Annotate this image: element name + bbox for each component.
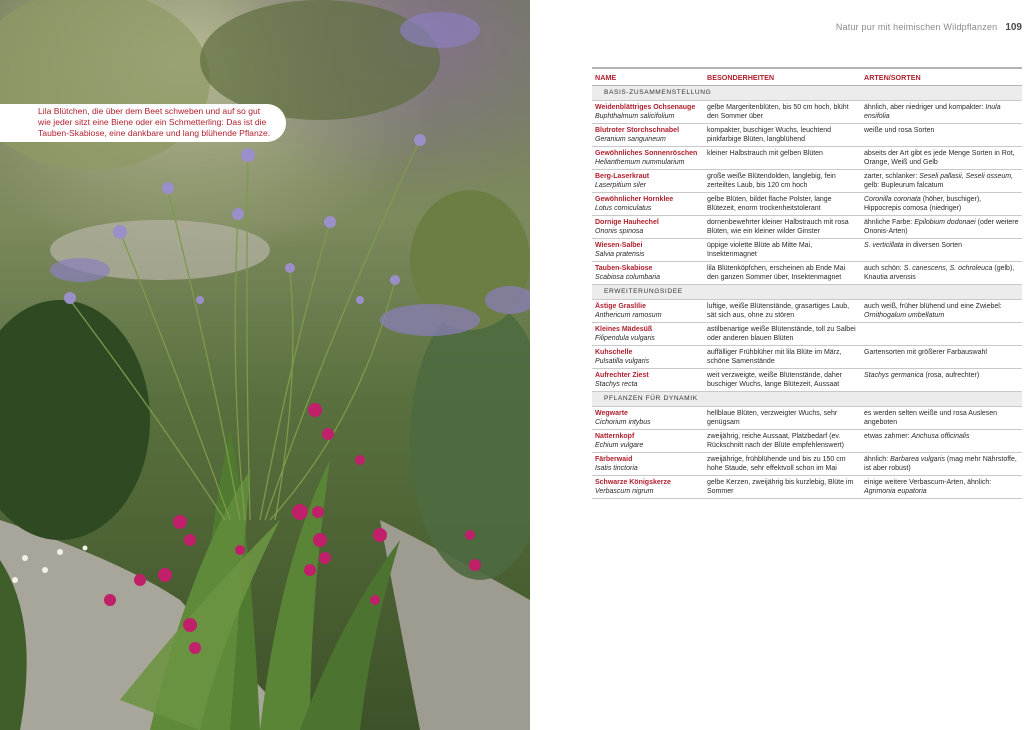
plant-latin-name: Stachys recta bbox=[595, 381, 638, 388]
varieties-cell bbox=[861, 430, 1022, 453]
table-section-row bbox=[592, 285, 1022, 300]
varieties-latin: Ornithogalum umbellatum bbox=[864, 312, 945, 319]
varieties-cell bbox=[861, 101, 1022, 124]
features-cell: dornenbewehrter kleiner Halbstrauch mit rosa Blüten, wie ein kleiner wilder Ginster bbox=[704, 216, 861, 239]
plant-latin-name: Pulsatilla vulgaris bbox=[595, 358, 650, 365]
plant-common-name: Kleines Mädesüß bbox=[595, 326, 653, 333]
varieties-text: auch schön: bbox=[864, 265, 902, 272]
table-page bbox=[530, 0, 1024, 730]
plant-name-cell bbox=[592, 407, 704, 430]
features-cell: gelbe Blüten, bildet flache Polster, lange Blütezeit, enorm trockenheitstolerant bbox=[704, 193, 861, 216]
plant-name-cell bbox=[592, 170, 704, 193]
plant-latin-name: Ononis spinosa bbox=[595, 228, 644, 235]
varieties-extra: (mag mehr Nährstoffe, ist aber robust) bbox=[864, 456, 1017, 472]
features-cell: kompakter, buschiger Wuchs, leuchtend pinkfarbige Blüten, langblühend bbox=[704, 124, 861, 147]
plant-name-cell bbox=[592, 147, 704, 170]
plant-name-cell bbox=[592, 124, 704, 147]
plant-latin-name: Filipendula vulgaris bbox=[595, 335, 655, 342]
plant-table-body bbox=[592, 86, 1022, 499]
table-row bbox=[592, 369, 1022, 392]
plant-name-cell bbox=[592, 262, 704, 285]
plant-latin-name: Lotus corniculatus bbox=[595, 205, 652, 212]
caption-line: Lila Blütchen, die über dem Beet schweben und auf so gut bbox=[38, 106, 261, 116]
plant-latin-name: Isatis tinctoria bbox=[595, 465, 638, 472]
plant-common-name: Wegwarte bbox=[595, 410, 628, 417]
varieties-latin: Seseli pallasii, Seseli osseum, bbox=[919, 173, 1014, 180]
features-cell: luftige, weiße Blütenstände, grasartiges Laub, sät sich aus, ohne zu stören bbox=[704, 300, 861, 323]
table-row bbox=[592, 453, 1022, 476]
varieties-extra: (höher, buschiger), Hippocrepis comosa (niedriger) bbox=[864, 196, 982, 212]
varieties-cell bbox=[861, 193, 1022, 216]
plant-common-name: Aufrechter Ziest bbox=[595, 372, 649, 379]
features-cell: kleiner Halbstrauch mit gelben Blüten bbox=[704, 147, 861, 170]
plant-latin-name: Anthericum ramosum bbox=[595, 312, 662, 319]
varieties-cell bbox=[861, 476, 1022, 499]
varieties-cell bbox=[861, 407, 1022, 430]
plant-latin-name: Echium vulgare bbox=[595, 442, 644, 449]
plant-common-name: Weidenblättriges Ochsenauge bbox=[595, 104, 696, 111]
table-row bbox=[592, 407, 1022, 430]
plant-common-name: Färberwaid bbox=[595, 456, 633, 463]
varieties-latin: Barbarea vulgaris bbox=[890, 456, 945, 463]
plant-name-cell bbox=[592, 430, 704, 453]
plant-latin-name: Verbascum nigrum bbox=[595, 488, 654, 495]
plant-latin-name: Helianthemum nummularium bbox=[595, 159, 685, 166]
varieties-cell bbox=[861, 170, 1022, 193]
varieties-cell bbox=[861, 124, 1022, 147]
varieties-cell bbox=[861, 239, 1022, 262]
plant-latin-name: Buphthalmum salicifolium bbox=[595, 113, 675, 120]
features-cell: auffälliger Frühblüher mit lila Blüte im März, schöne Samenstände bbox=[704, 346, 861, 369]
table-row bbox=[592, 346, 1022, 369]
table-section-row bbox=[592, 86, 1022, 101]
plant-latin-name: Laserpitium siler bbox=[595, 182, 646, 189]
photo-caption bbox=[0, 104, 286, 142]
varieties-cell bbox=[861, 453, 1022, 476]
table-row bbox=[592, 147, 1022, 170]
plant-common-name: Dornige Hauhechel bbox=[595, 219, 659, 226]
features-cell: lila Blütenköpfchen, erscheinen ab Ende Mai den ganzen Sommer über, Insektenmagnet bbox=[704, 262, 861, 285]
section-title: BASIS-ZUSAMMENSTELLUNG bbox=[592, 86, 1022, 101]
varieties-latin: Stachys germanica bbox=[864, 372, 924, 379]
table-row bbox=[592, 124, 1022, 147]
plant-common-name: Ästige Graslilie bbox=[595, 303, 646, 310]
table-row bbox=[592, 193, 1022, 216]
varieties-text: Gartensorten mit größerer Farbauswahl bbox=[864, 349, 987, 356]
page-number: 109 bbox=[1005, 22, 1022, 33]
column-header-features: BESONDERHEITEN bbox=[704, 68, 861, 86]
varieties-cell bbox=[861, 147, 1022, 170]
varieties-latin: Anchusa officinalis bbox=[911, 433, 970, 440]
varieties-latin: Epilobium dodonaei bbox=[914, 219, 976, 226]
caption-line: wie jeder sitzt eine Biene oder ein Schmetterling: Das ist die bbox=[38, 117, 267, 127]
features-cell: astilbenartige weiße Blütenstände, toll zu Salbei oder anderen blauen Blüten bbox=[704, 323, 861, 346]
varieties-text: auch weiß, früher blühend und eine Zwiebel: bbox=[864, 303, 1002, 310]
plant-name-cell bbox=[592, 300, 704, 323]
table-section-row bbox=[592, 392, 1022, 407]
table-header-row bbox=[592, 68, 1022, 86]
table-row bbox=[592, 323, 1022, 346]
features-cell: große weiße Blütendolden, langlebig, fein zerteiltes Laub, bis 120 cm hoch bbox=[704, 170, 861, 193]
table-row bbox=[592, 101, 1022, 124]
table-row bbox=[592, 239, 1022, 262]
varieties-extra: in diversen Sorten bbox=[905, 242, 963, 249]
varieties-cell bbox=[861, 300, 1022, 323]
plant-common-name: Gewöhnlicher Hornklee bbox=[595, 196, 674, 203]
section-title: ERWEITERUNGSIDEE bbox=[592, 285, 1022, 300]
caption-line: Tauben-Skabiose, eine dankbare und lang blühende Pflanze. bbox=[38, 128, 271, 138]
varieties-extra: (gelb), Knautia arvensis bbox=[864, 265, 1015, 281]
plant-common-name: Berg-Laserkraut bbox=[595, 173, 650, 180]
varieties-cell bbox=[861, 346, 1022, 369]
table-row bbox=[592, 430, 1022, 453]
varieties-cell bbox=[861, 216, 1022, 239]
table-row bbox=[592, 300, 1022, 323]
varieties-text: ähnlich, aber niedriger und kompakter: bbox=[864, 104, 984, 111]
plant-name-cell bbox=[592, 369, 704, 392]
varieties-text: zarter, schlanker: bbox=[864, 173, 918, 180]
plant-common-name: Blutroter Storchschnabel bbox=[595, 127, 680, 134]
varieties-cell bbox=[861, 369, 1022, 392]
varieties-text: abseits der Art gibt es jede Menge Sorten in Rot, Orange, Weiß und Gelb bbox=[864, 150, 1015, 166]
table-row bbox=[592, 170, 1022, 193]
table-row bbox=[592, 262, 1022, 285]
varieties-latin: S. canescens, S. ochroleuca bbox=[903, 265, 993, 272]
varieties-latin: Coronilla coronata bbox=[864, 196, 921, 203]
features-cell: weit verzweigte, weiße Blütenstände, daher buschiger Wuchs, lange Blütezeit, Aussaat bbox=[704, 369, 861, 392]
plant-name-cell bbox=[592, 239, 704, 262]
column-header-varieties: ARTEN/SORTEN bbox=[861, 68, 1022, 86]
table-row bbox=[592, 216, 1022, 239]
varieties-latin: S. verticillata bbox=[864, 242, 904, 249]
plant-latin-name: Geranium sanguineum bbox=[595, 136, 666, 143]
column-header-name: NAME bbox=[592, 68, 704, 86]
running-title: Natur pur mit heimischen Wildpflanzen bbox=[835, 22, 998, 32]
table-row bbox=[592, 476, 1022, 499]
section-title: PFLANZEN FÜR DYNAMIK bbox=[592, 392, 1022, 407]
plant-name-cell bbox=[592, 323, 704, 346]
varieties-text: ähnlich: bbox=[864, 456, 889, 463]
plant-common-name: Wiesen-Salbei bbox=[595, 242, 643, 249]
features-cell: zweijährig, reiche Aussaat, Platzbedarf (ev. Rückschnitt nach der Blüte empfehlenswert) bbox=[704, 430, 861, 453]
running-header bbox=[836, 22, 1024, 36]
varieties-latin: Inula ensifolia bbox=[864, 104, 1001, 120]
plant-latin-name: Cichorium intybus bbox=[595, 419, 651, 426]
features-cell: hellblaue Blüten, verzweigter Wuchs, sehr genügsam bbox=[704, 407, 861, 430]
features-cell: üppige violette Blüte ab Mitte Mai, Insektenmagnet bbox=[704, 239, 861, 262]
plant-name-cell bbox=[592, 476, 704, 499]
features-cell: gelbe Kerzen, zweijährig bis kurzlebig, Blüte im Sommer bbox=[704, 476, 861, 499]
varieties-cell bbox=[861, 262, 1022, 285]
features-cell: zweijährige, frühblühende und bis zu 150 cm hohe Staude, sehr effektvoll schon im Mai bbox=[704, 453, 861, 476]
varieties-text: es werden selten weiße und rosa Auslesen angeboten bbox=[864, 410, 998, 426]
plant-table bbox=[592, 67, 1022, 499]
varieties-extra: gelb: Bupleurum falcatum bbox=[864, 182, 944, 189]
varieties-extra: (rosa, aufrechter) bbox=[925, 372, 980, 379]
plant-latin-name: Scabiosa columbaria bbox=[595, 274, 660, 281]
plant-name-cell bbox=[592, 216, 704, 239]
varieties-text: etwas zahmer: bbox=[864, 433, 910, 440]
features-cell: gelbe Margeritenblüten, bis 50 cm hoch, blüht den Sommer über bbox=[704, 101, 861, 124]
plant-common-name: Natternkopf bbox=[595, 433, 635, 440]
plant-name-cell bbox=[592, 101, 704, 124]
varieties-extra: (oder weitere Ononis-Arten) bbox=[864, 219, 1019, 235]
varieties-text: weiße und rosa Sorten bbox=[864, 127, 935, 134]
plant-name-cell bbox=[592, 193, 704, 216]
plant-name-cell bbox=[592, 453, 704, 476]
varieties-cell bbox=[861, 323, 1022, 346]
varieties-text: ähnliche Farbe: bbox=[864, 219, 913, 226]
varieties-text: einige weitere Verbascum-Arten, ähnlich: bbox=[864, 479, 992, 486]
plant-name-cell bbox=[592, 346, 704, 369]
plant-common-name: Gewöhnliches Sonnenröschen bbox=[595, 150, 698, 157]
varieties-latin: Agrimonia eupatoria bbox=[864, 488, 927, 495]
plant-common-name: Kuhschelle bbox=[595, 349, 633, 356]
plant-latin-name: Salvia pratensis bbox=[595, 251, 645, 258]
plant-common-name: Schwarze Königskerze bbox=[595, 479, 671, 486]
plant-common-name: Tauben-Skabiose bbox=[595, 265, 653, 272]
